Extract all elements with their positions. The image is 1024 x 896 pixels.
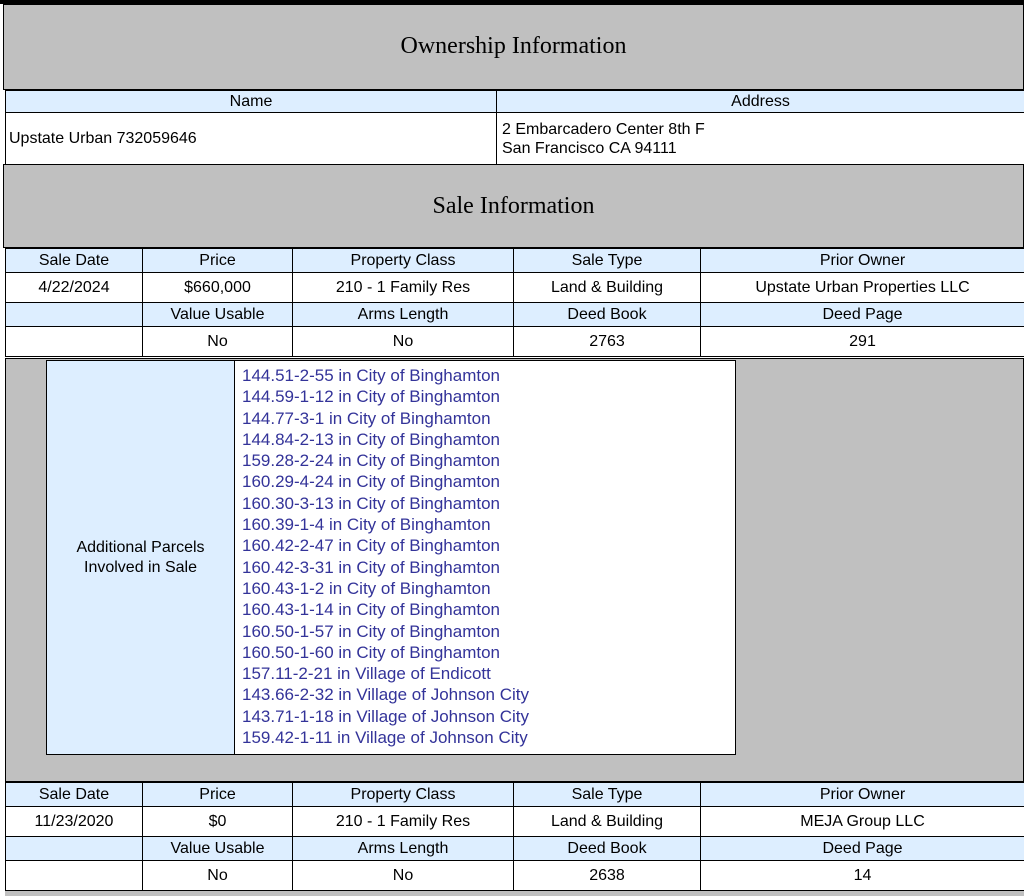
sale-type-label: Sale Type	[514, 249, 701, 273]
sale-type: Land & Building	[514, 273, 701, 303]
parcel-link[interactable]: 157.11-2-21 in Village of Endicott	[242, 664, 491, 684]
empty-label-cell	[6, 303, 143, 327]
value-usable: No	[143, 861, 293, 891]
parcel-link[interactable]: 160.42-3-31 in City of Binghamton	[242, 557, 500, 577]
price-label: Price	[143, 249, 293, 273]
parcel-link[interactable]: 144.59-1-12 in City of Binghamton	[242, 387, 500, 407]
sale-table-2	[5, 782, 1024, 891]
arms-length-label: Arms Length	[293, 837, 514, 861]
parcel-link[interactable]: 160.30-3-13 in City of Binghamton	[242, 493, 500, 513]
property-class-label: Property Class	[293, 249, 514, 273]
parcel-link[interactable]: 159.28-2-24 in City of Binghamton	[242, 451, 500, 471]
arms-length: No	[293, 327, 514, 357]
parcel-link[interactable]: 143.66-2-32 in Village of Johnson City	[242, 685, 529, 705]
prior-owner: MEJA Group LLC	[701, 807, 1024, 837]
sale-date-label: Sale Date	[6, 783, 143, 807]
arms-length-label: Arms Length	[293, 303, 514, 327]
property-class: 210 - 1 Family Res	[293, 807, 514, 837]
deed-book-label: Deed Book	[514, 303, 701, 327]
empty-label-cell	[6, 837, 143, 861]
parcel-link[interactable]: 160.29-4-24 in City of Binghamton	[242, 472, 500, 492]
parcel-link[interactable]: 144.51-2-55 in City of Binghamton	[242, 366, 500, 385]
property-class: 210 - 1 Family Res	[293, 273, 514, 303]
price-label: Price	[143, 783, 293, 807]
parcel-link[interactable]: 160.43-1-2 in City of Binghamton	[242, 578, 491, 598]
parcel-link[interactable]: 144.77-3-1 in City of Binghamton	[242, 408, 491, 428]
additional-parcels-list	[234, 360, 736, 755]
sale-date: 11/23/2020	[6, 807, 143, 837]
owner-address	[497, 113, 1024, 165]
empty-value-cell	[6, 861, 143, 891]
arms-length: No	[293, 861, 514, 891]
sale-title: Sale Information	[432, 193, 595, 219]
sale-header	[3, 164, 1024, 248]
prior-owner: Upstate Urban Properties LLC	[701, 273, 1024, 303]
prior-owner-label: Prior Owner	[701, 783, 1024, 807]
deed-book: 2638	[514, 861, 701, 891]
price: $660,000	[143, 273, 293, 303]
address-line-2: San Francisco CA 94111	[502, 139, 677, 157]
deed-page: 14	[701, 861, 1024, 891]
ownership-header	[3, 4, 1024, 90]
empty-value-cell	[6, 327, 143, 357]
price: $0	[143, 807, 293, 837]
deed-book: 2763	[514, 327, 701, 357]
name-label: Name	[6, 91, 497, 113]
ownership-title: Ownership Information	[400, 33, 627, 59]
parcels-label-line-2: Involved in Sale	[84, 558, 197, 576]
parcel-link[interactable]: 159.42-1-11 in Village of Johnson City	[242, 728, 528, 748]
next-section-edge	[5, 890, 1024, 896]
value-usable-label: Value Usable	[143, 837, 293, 861]
parcel-link[interactable]: 143.71-1-18 in Village of Johnson City	[242, 706, 529, 726]
sale-date: 4/22/2024	[6, 273, 143, 303]
parcel-link[interactable]: 144.84-2-13 in City of Binghamton	[242, 429, 500, 449]
prior-owner-label: Prior Owner	[701, 249, 1024, 273]
address-line-1: 2 Embarcadero Center 8th F	[502, 120, 705, 138]
deed-page-label: Deed Page	[701, 303, 1024, 327]
deed-book-label: Deed Book	[514, 837, 701, 861]
parcels-label-line-1: Additional Parcels	[76, 538, 205, 556]
sale-table-1	[5, 248, 1024, 357]
parcel-link[interactable]: 160.50-1-60 in City of Binghamton	[242, 642, 500, 662]
sale-date-label: Sale Date	[6, 249, 143, 273]
address-label: Address	[497, 91, 1024, 113]
additional-parcels-label	[46, 360, 235, 755]
deed-page-label: Deed Page	[701, 837, 1024, 861]
ownership-table	[5, 90, 1024, 165]
sale-type: Land & Building	[514, 807, 701, 837]
value-usable-label: Value Usable	[143, 303, 293, 327]
parcel-link[interactable]: 160.42-2-47 in City of Binghamton	[242, 536, 500, 556]
owner-name: Upstate Urban 732059646	[6, 113, 497, 165]
sale-type-label: Sale Type	[514, 783, 701, 807]
parcel-link[interactable]: 160.43-1-14 in City of Binghamton	[242, 600, 500, 620]
property-class-label: Property Class	[293, 783, 514, 807]
value-usable: No	[143, 327, 293, 357]
deed-page: 291	[701, 327, 1024, 357]
parcel-link[interactable]: 160.50-1-57 in City of Binghamton	[242, 621, 500, 641]
parcel-link[interactable]: 160.39-1-4 in City of Binghamton	[242, 515, 491, 535]
